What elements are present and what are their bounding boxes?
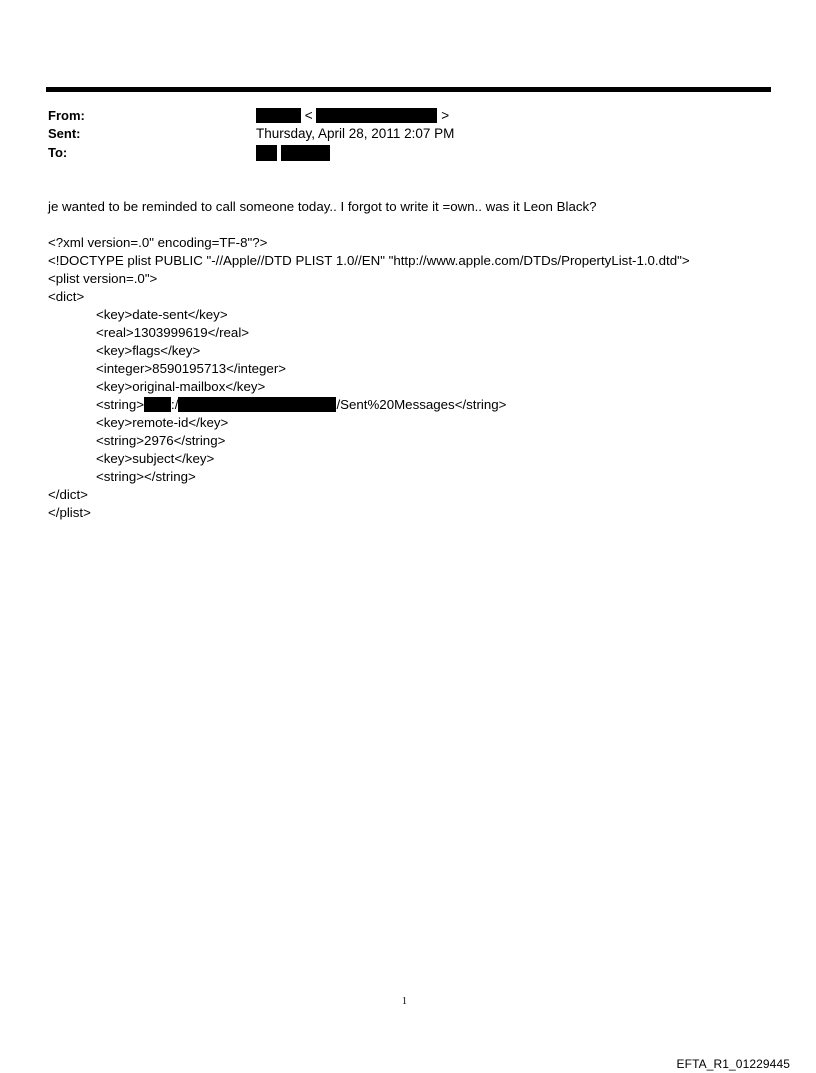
redaction-block xyxy=(256,145,277,161)
redaction-block xyxy=(178,397,336,412)
key-remote-id: <key>remote-id</key> xyxy=(96,415,229,430)
string-remote-id: <string>2976</string> xyxy=(96,433,226,448)
plist-xml-declaration: <?xml version=.0" encoding=TF-8"?> xyxy=(48,235,268,250)
string-tail: /Sent%20Messages</string> xyxy=(336,397,507,412)
document-id: EFTA_R1_01229445 xyxy=(676,1057,790,1071)
page-number: 1 xyxy=(402,996,407,1007)
key-date-sent: <key>date-sent</key> xyxy=(96,307,228,322)
string-open: <string> xyxy=(96,397,145,412)
message-body: je wanted to be reminded to call someone today.. I forgot to write it =own.. was it Leon Black? xyxy=(48,199,597,214)
key-subject: <key>subject</key> xyxy=(96,451,215,466)
plist-close-tag: </plist> xyxy=(48,505,91,520)
real-date-value: <real>1303999619</real> xyxy=(96,325,250,340)
header-rule xyxy=(46,87,771,92)
from-email-open: < xyxy=(304,108,313,123)
dict-close-tag: </dict> xyxy=(48,487,88,502)
from-label: From: xyxy=(48,108,85,123)
from-value xyxy=(256,108,449,124)
plist-open-tag: <plist version=.0"> xyxy=(48,271,158,286)
string-subject: <string></string> xyxy=(96,469,196,484)
key-flags: <key>flags</key> xyxy=(96,343,201,358)
integer-flags-value: <integer>8590195713</integer> xyxy=(96,361,287,376)
dict-open-tag: <dict> xyxy=(48,289,85,304)
redaction-block xyxy=(144,397,171,412)
sent-label: Sent: xyxy=(48,126,81,141)
to-label: To: xyxy=(48,145,68,160)
string-mailbox-path xyxy=(96,396,506,414)
from-email-close: > xyxy=(441,108,450,123)
sent-value: Thursday, April 28, 2011 2:07 PM xyxy=(256,126,455,141)
to-value xyxy=(256,145,330,162)
redaction-block xyxy=(281,145,330,161)
redaction-block xyxy=(316,108,437,123)
key-original-mailbox: <key>original-mailbox</key> xyxy=(96,379,266,394)
plist-doctype: <!DOCTYPE plist PUBLIC "-//Apple//DTD PLIST 1.0//EN" "http://www.apple.com/DTDs/PropertyList-1.0.dtd"> xyxy=(48,253,690,268)
string-sep: :/ xyxy=(171,397,179,412)
redaction-block xyxy=(256,108,301,123)
